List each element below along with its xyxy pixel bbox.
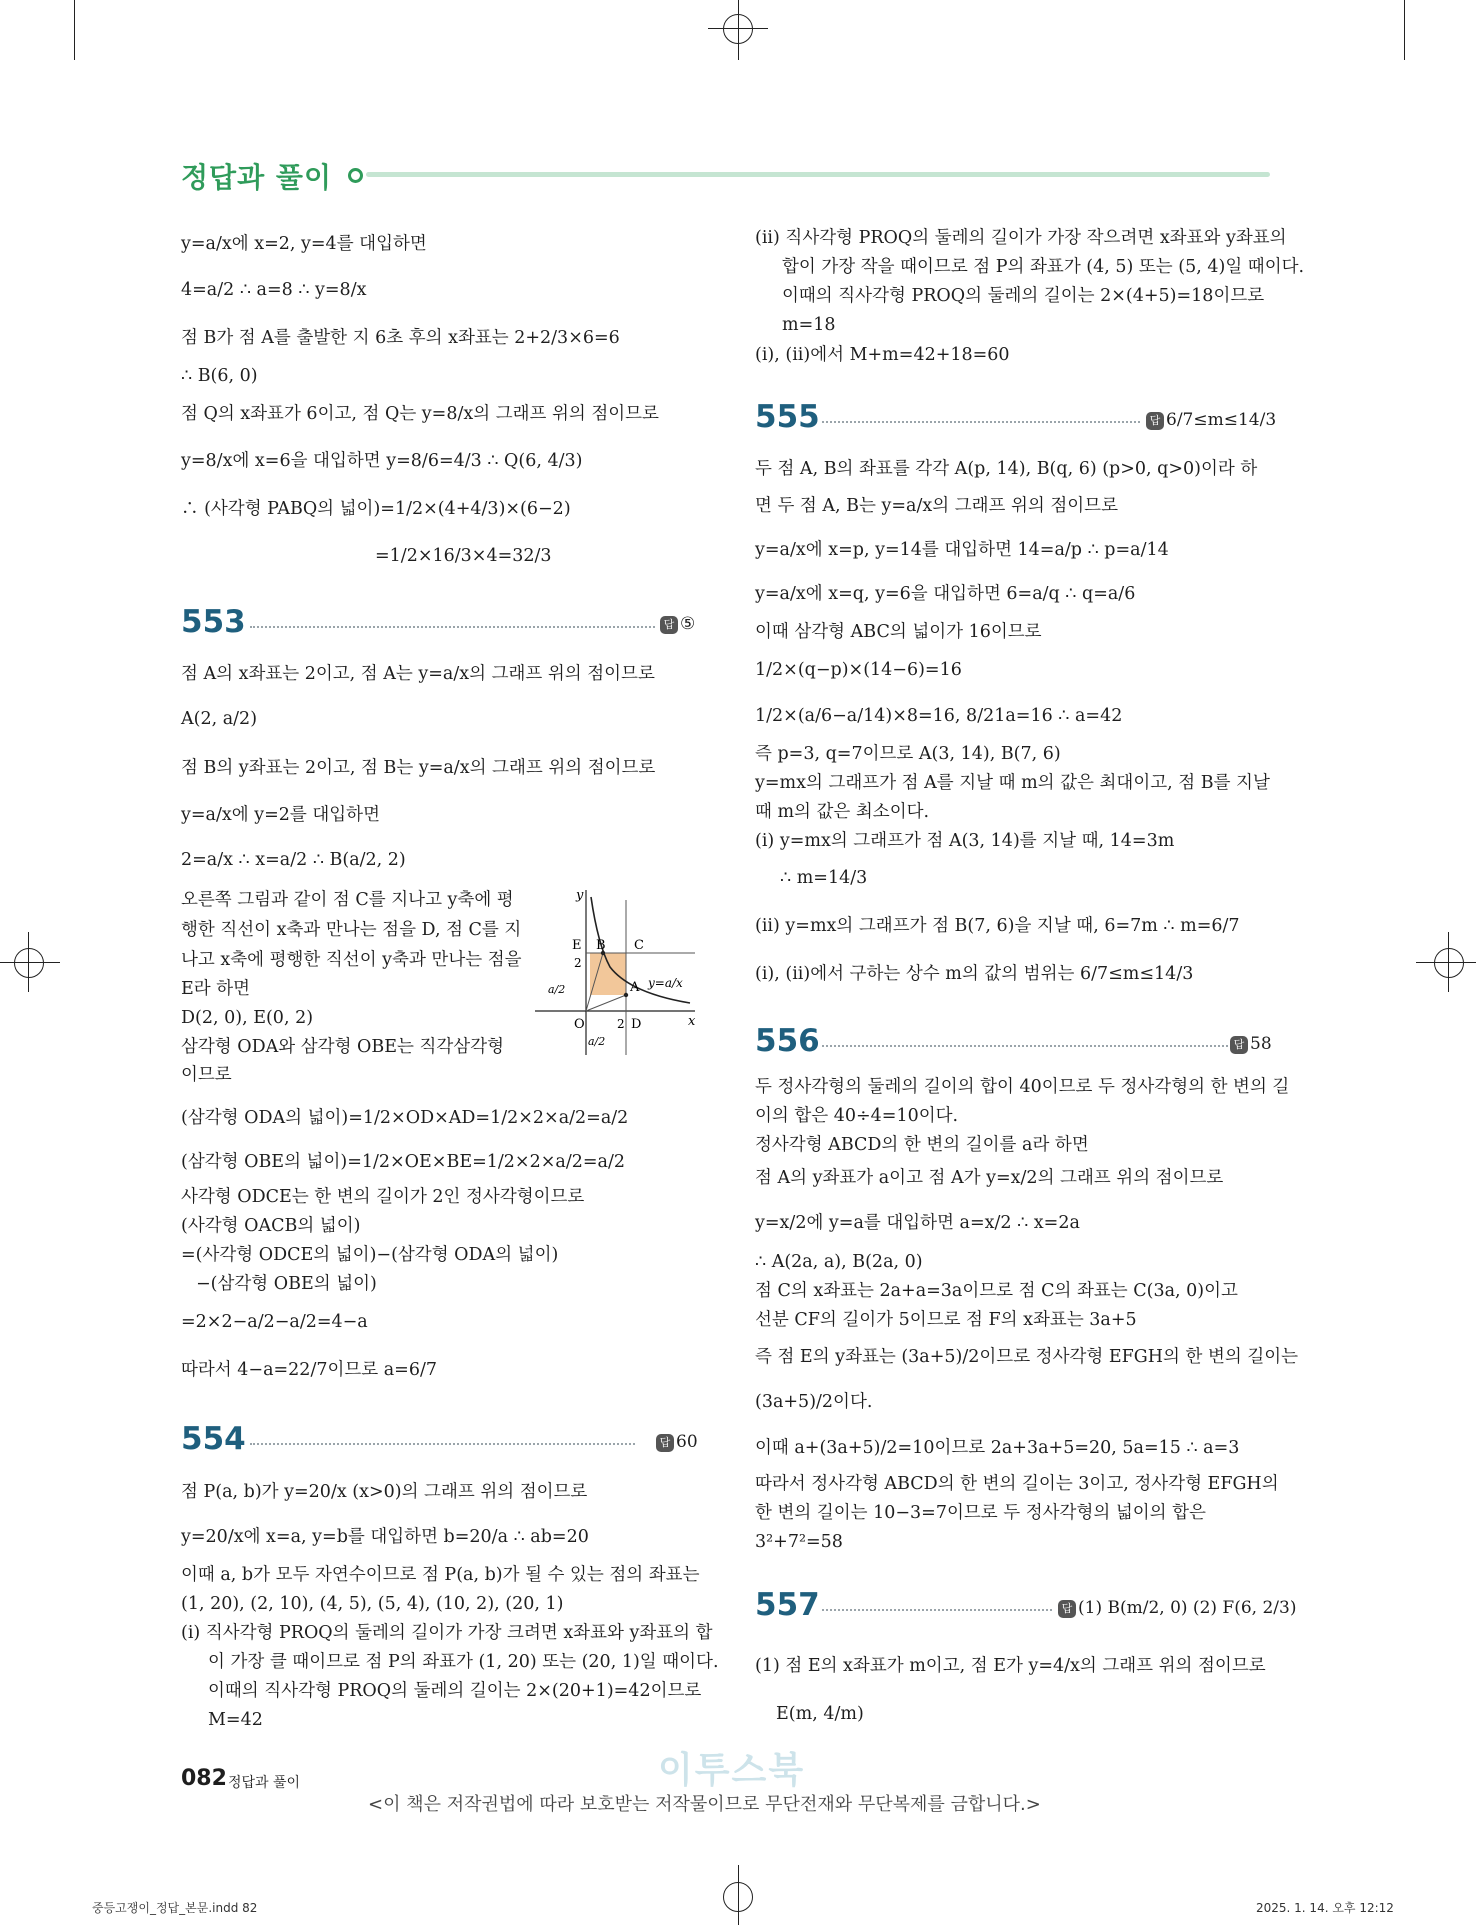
text-line: 점 B가 점 A를 출발한 지 6초 후의 x좌표는 2+2/3×6=6 [181,328,620,348]
text-line: 나고 x축에 평행한 직선이 y축과 만나는 점을 [181,950,522,970]
shaded-region [590,953,626,995]
answer-badge [656,1432,698,1452]
text-line: 이 가장 클 때이므로 점 P의 좌표가 (1, 20) 또는 (20, 1)일 때이다. [208,1652,719,1672]
header-rule [366,172,1270,177]
print-slug-date: 2025. 1. 14. 오후 12:12 [1256,1901,1394,1915]
text-line: (ii) y=mx의 그래프가 점 B(7, 6)을 지날 때, 6=7m ∴ m=6/7 [755,916,1240,936]
text-line: 이므로 [181,1065,232,1085]
text-line: ∴ m=14/3 [780,868,868,888]
text-line: 점 B의 y좌표는 2이고, 점 B는 y=a/x의 그래프 위의 점이므로 [181,758,656,778]
text-line: 두 점 A, B의 좌표를 각각 A(p, 14), B(q, 6) (p>0, q>0)이라 하 [755,459,1258,479]
answer-value: 60 [676,1432,698,1452]
crop-mark [708,28,768,29]
text-line: 1/2×(a/6−a/14)×8=16, 8/21a=16 ∴ a=42 [755,706,1123,726]
point-a [624,993,628,997]
point-label: D [631,1017,642,1032]
text-line: (ii) 직사각형 PROQ의 둘레의 길이가 가장 작으려면 x좌표와 y좌표의 [755,228,1287,248]
answer-icon: 답 [656,1434,674,1452]
text-line: 점 A의 y좌표가 a이고 점 A가 y=x/2의 그래프 위의 점이므로 [755,1168,1224,1188]
text-line: y=a/x에 x=q, y=6을 대입하면 6=a/q ∴ q=a/6 [755,584,1136,604]
dotted-rule [822,1609,1052,1611]
dotted-rule [822,1045,1228,1047]
text-line: 선분 CF의 길이가 5이므로 점 F의 x좌표는 3a+5 [755,1310,1137,1330]
registration-mark [14,948,44,978]
registration-mark [723,14,753,44]
copyright-notice: <이 책은 저작권법에 따라 보호받는 저작물이므로 무단전재와 무단복제를 금합니다.> [368,1794,1041,1815]
crop-mark [1448,932,1449,992]
text-line: 1/2×(q−p)×(14−6)=16 [755,660,962,680]
answer-icon: 답 [660,616,678,634]
text-line: (3a+5)/2이다. [755,1392,873,1412]
text-line: (사각형 OACB의 넓이) [181,1216,361,1236]
text-line: 사각형 ODCE는 한 변의 길이가 2인 정사각형이므로 [181,1187,585,1207]
text-line: 오른쪽 그림과 같이 점 C를 지나고 y축에 평 [181,890,514,910]
text-line: y=a/x에 x=p, y=14를 대입하면 14=a/p ∴ p=a/14 [755,540,1169,560]
problem-number: 557 [755,1587,820,1623]
text-line: (i) y=mx의 그래프가 점 A(3, 14)를 지날 때, 14=3m [755,831,1175,851]
answer-value: 58 [1250,1034,1272,1054]
text-line: y=a/x에 x=2, y=4를 대입하면 [181,234,427,254]
problem-number: 553 [181,604,246,640]
dotted-rule [250,626,655,628]
fraction-label: a/2 [588,1035,606,1048]
answer-value: 6/7≤m≤14/3 [1166,410,1277,430]
answer-icon: 답 [1146,412,1164,430]
problem-number: 555 [755,399,820,435]
text-line: 점 P(a, b)가 y=20/x (x>0)의 그래프 위의 점이므로 [181,1482,588,1502]
text-line: 2=a/x ∴ x=a/2 ∴ B(a/2, 2) [181,850,406,870]
dotted-rule [822,421,1140,423]
text-line: 합이 가장 작을 때이므로 점 P의 좌표가 (4, 5) 또는 (5, 4)일 때이다. [782,257,1305,277]
text-line: 이때 삼각형 ABC의 넓이가 16이므로 [755,622,1042,642]
text-line: y=20/x에 x=a, y=b를 대입하면 b=20/a ∴ ab=20 [181,1527,589,1547]
text-line: 두 정사각형의 둘레의 길이의 합이 40이므로 두 정사각형의 한 변의 길 [755,1077,1290,1097]
text-line: y=x/2에 y=a를 대입하면 a=x/2 ∴ x=2a [755,1213,1080,1233]
header-dot-icon [348,168,363,183]
fraction-label: a/2 [548,983,566,996]
answer-icon: 답 [1058,1600,1076,1618]
segment-oa [586,995,626,1011]
text-line: 정사각형 ABCD의 한 변의 길이를 a라 하면 [755,1135,1089,1155]
print-slug-file: 중등고쟁이_정답_본문.indd 82 [92,1901,258,1915]
page-number: 082 [181,1766,227,1791]
text-line: y=8/x에 x=6을 대입하면 y=8/6=4/3 ∴ Q(6, 4/3) [181,451,583,471]
answer-value: (1) B(m/2, 0) (2) F(6, 2/3) [1078,1598,1297,1618]
text-line: (삼각형 OBE의 넓이)=1/2×OE×BE=1/2×2×a/2=a/2 [181,1152,625,1172]
dotted-rule [250,1443,635,1445]
text-line: (i) 직사각형 PROQ의 둘레의 길이가 가장 크려면 x좌표와 y좌표의 합 [181,1623,713,1643]
answer-badge [1230,1034,1272,1054]
text-line: (1) 점 E의 x좌표가 m이고, 점 E가 y=4/x의 그래프 위의 점이므로 [755,1656,1266,1676]
curve-label: y=a/x [648,976,683,990]
text-line: 때 m의 값은 최소이다. [755,802,930,822]
text-line: 이때의 직사각형 PROQ의 둘레의 길이는 2×(4+5)=18이므로 [782,286,1265,306]
text-line: 4=a/2 ∴ a=8 ∴ y=8/x [181,280,367,300]
text-line: 즉 점 E의 y좌표는 (3a+5)/2이므로 정사각형 EFGH의 한 변의 길이는 [755,1347,1299,1367]
answer-value: ⑤ [680,614,696,634]
text-line: 점 A의 x좌표는 2이고, 점 A는 y=a/x의 그래프 위의 점이므로 [181,664,655,684]
registration-mark [723,1882,753,1912]
text-line: 즉 p=3, q=7이므로 A(3, 14), B(7, 6) [755,744,1061,764]
text-line: 3²+7²=58 [755,1532,843,1552]
text-line: 이때의 직사각형 PROQ의 둘레의 길이는 2×(20+1)=42이므로 [208,1681,702,1701]
text-line: E(m, 4/m) [776,1704,864,1724]
text-line: 삼각형 ODA와 삼각형 OBE는 직각삼각형 [181,1037,505,1057]
text-line: (1, 20), (2, 10), (4, 5), (5, 4), (10, 2), (20, 1) [181,1594,564,1614]
footer-label: 정답과 풀이 [228,1775,301,1791]
axis-label-x: x [688,1014,696,1029]
text-line: 이때 a+(3a+5)/2=10이므로 2a+3a+5=20, 5a=15 ∴ a=3 [755,1438,1240,1458]
text-line: 한 변의 길이는 10−3=7이므로 두 정사각형의 넓이의 합은 [755,1503,1206,1523]
text-line: 이의 합은 40÷4=10이다. [755,1106,959,1126]
text-line: ∴ A(2a, a), B(2a, 0) [755,1252,923,1272]
registration-mark [1434,948,1464,978]
text-line: A(2, a/2) [181,709,258,729]
text-line: =(사각형 ODCE의 넓이)−(삼각형 ODA의 넓이) [181,1245,559,1265]
graph-figure [530,885,700,1060]
text-line: D(2, 0), E(0, 2) [181,1008,314,1028]
crop-mark [28,932,29,992]
problem-number: 556 [755,1023,820,1059]
origin-label: O [574,1017,585,1032]
answer-badge [660,614,695,634]
answer-icon: 답 [1230,1036,1248,1054]
axis-label-y: y [576,888,584,903]
text-line: y=mx의 그래프가 점 A를 지날 때 m의 값은 최대이고, 점 B를 지날 [755,773,1270,793]
text-line: =1/2×16/3×4=32/3 [375,546,552,566]
text-line: 따라서 4−a=22/7이므로 a=6/7 [181,1360,438,1380]
point-label: C [634,938,644,953]
text-line: ∴ B(6, 0) [181,366,258,386]
problem-number: 554 [181,1421,246,1457]
text-line: 따라서 정사각형 ABCD의 한 변의 길이는 3이고, 정사각형 EFGH의 [755,1474,1279,1494]
text-line: −(삼각형 OBE의 넓이) [196,1274,377,1294]
answer-badge [1058,1598,1296,1618]
crop-mark [1404,0,1405,60]
text-line: 이때 a, b가 모두 자연수이므로 점 P(a, b)가 될 수 있는 점의 좌표는 [181,1565,700,1585]
tick-label: 2 [617,1017,625,1031]
text-line: 점 Q의 x좌표가 6이고, 점 Q는 y=8/x의 그래프 위의 점이므로 [181,404,659,424]
crop-mark [74,0,75,60]
text-line: (i), (ii)에서 구하는 상수 m의 값의 범위는 6/7≤m≤14/3 [755,964,1194,984]
text-line: m=18 [782,315,836,335]
text-line: (삼각형 ODA의 넓이)=1/2×OD×AD=1/2×2×a/2=a/2 [181,1108,629,1128]
text-line: 행한 직선이 x축과 만나는 점을 D, 점 C를 지 [181,920,522,940]
text-line: ∴ (사각형 PABQ의 넓이)=1/2×(4+4/3)×(6−2) [181,499,571,519]
point-label: B [596,938,606,953]
page-header-title: 정답과 풀이 [181,161,332,194]
text-line: 면 두 점 A, B는 y=a/x의 그래프 위의 점이므로 [755,496,1118,516]
text-line: 점 C의 x좌표는 2a+a=3a이므로 점 C의 좌표는 C(3a, 0)이고 [755,1281,1238,1301]
text-line: y=a/x에 y=2를 대입하면 [181,805,380,825]
answer-badge [1146,410,1276,430]
text-line: =2×2−a/2−a/2=4−a [181,1312,368,1332]
point-label: E [572,938,582,953]
tick-label: 2 [574,956,582,970]
watermark-logo: 이투스북 [658,1750,806,1791]
text-line: M=42 [208,1710,263,1730]
text-line: (i), (ii)에서 M+m=42+18=60 [755,345,1010,365]
point-label: A [630,980,640,995]
text-line: E라 하면 [181,979,251,999]
